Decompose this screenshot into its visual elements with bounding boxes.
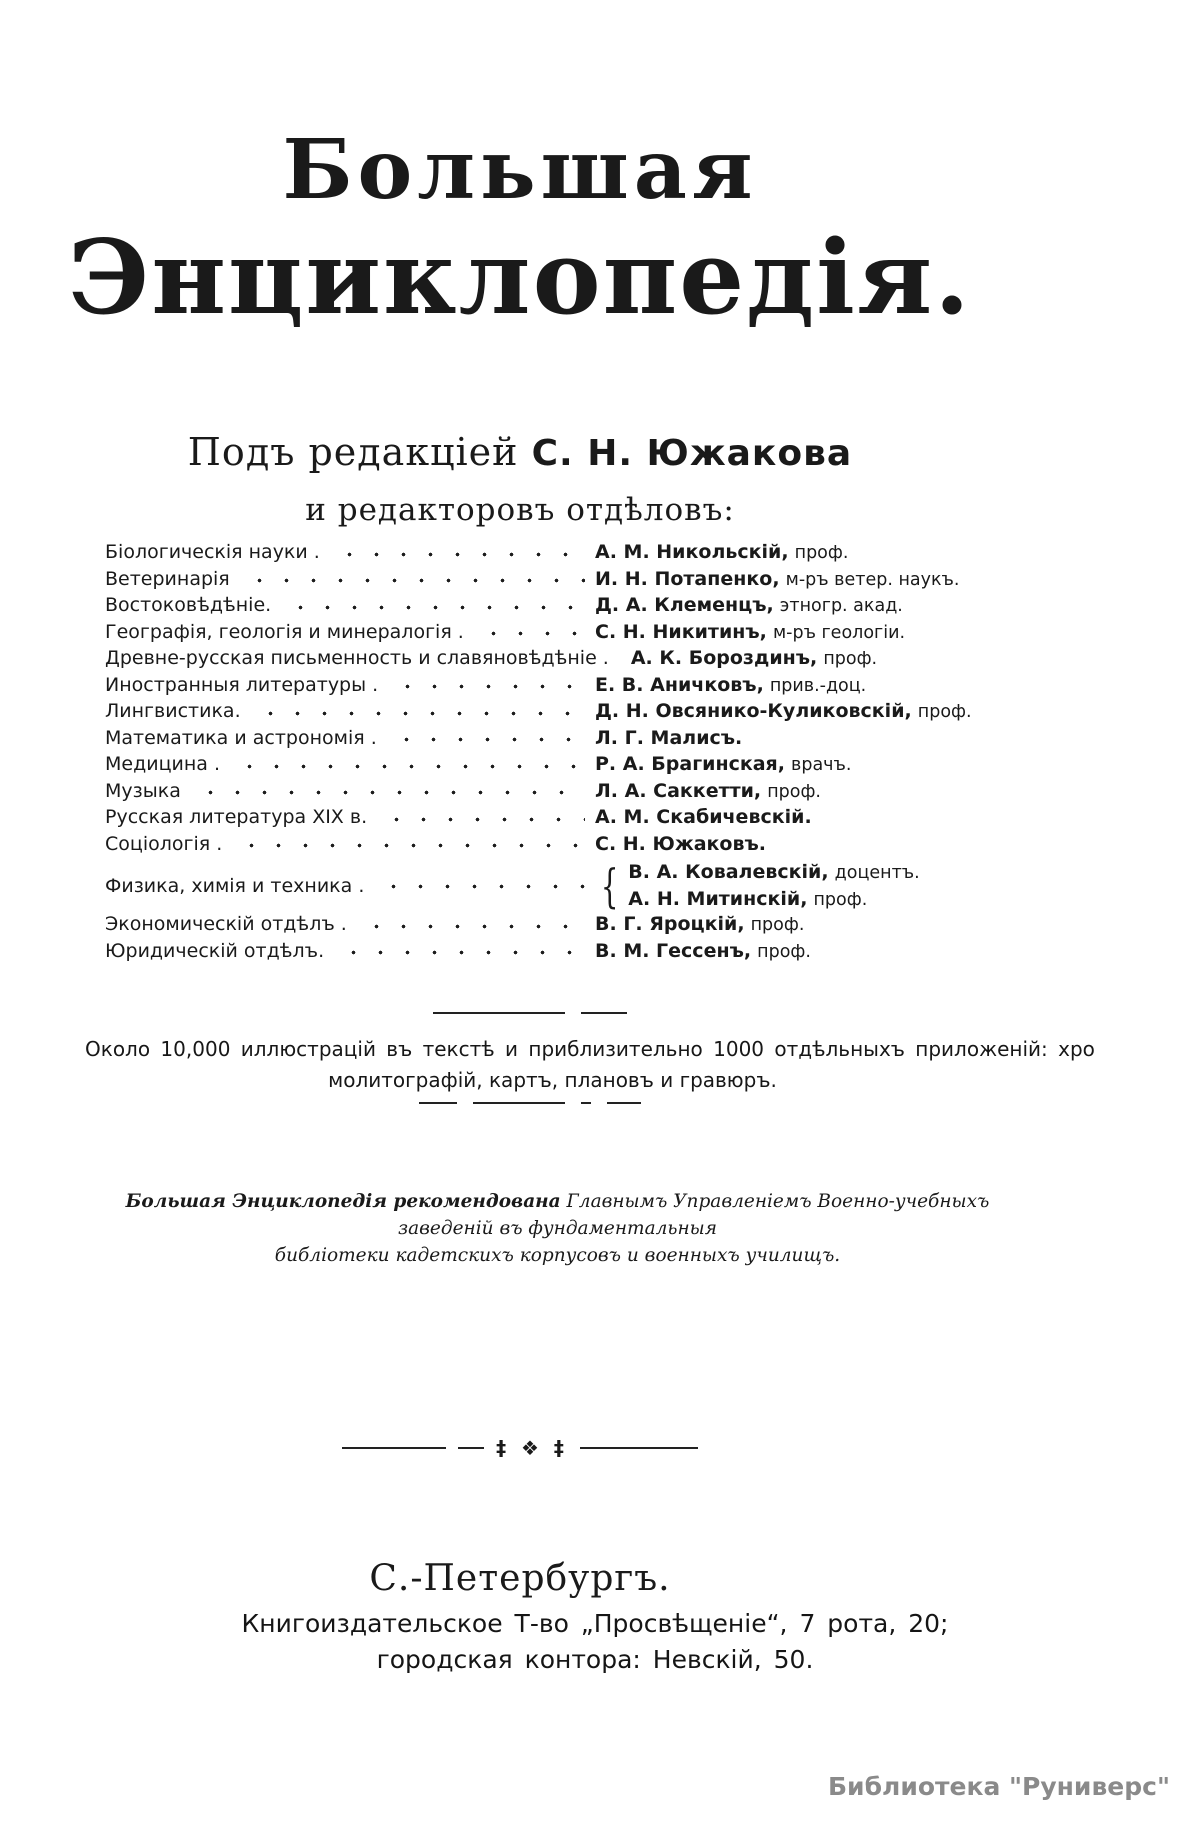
editor-name: Д. А. Клеменцъ, bbox=[595, 594, 774, 616]
editor-row bbox=[105, 674, 943, 701]
rule-segment bbox=[607, 1102, 641, 1104]
editor-title: проф. bbox=[767, 781, 821, 802]
editor-row bbox=[105, 727, 943, 754]
dotted-leader bbox=[283, 605, 585, 610]
editor-name: Д. Н. Овсянико-Куликовскій, bbox=[595, 700, 912, 722]
editor-subject: Экономическій отдѣлъ . bbox=[105, 913, 347, 935]
recommendation-lead: Большая Энциклопедія рекомендована bbox=[125, 1191, 561, 1212]
editor-title: прив.-доц. bbox=[769, 675, 867, 696]
editor-name: Р. А. Брагинская, bbox=[595, 753, 785, 775]
editor-row bbox=[105, 833, 943, 860]
editor-name: Л. А. Саккетти, bbox=[595, 779, 762, 802]
editor-row bbox=[105, 780, 943, 807]
imprint-city: С.-Петербургъ. bbox=[369, 1558, 671, 1599]
editor-subject: Соціологія . bbox=[105, 832, 223, 855]
ornament-line-left bbox=[342, 1447, 446, 1449]
editor-row bbox=[105, 621, 943, 648]
editor-row bbox=[105, 806, 943, 833]
editor-subject: Востоковѣдѣніе. bbox=[105, 594, 272, 616]
dotted-leader bbox=[253, 711, 585, 716]
editor-name: А. М. Скабичевскій. bbox=[595, 806, 812, 828]
dotted-leader bbox=[379, 817, 585, 822]
editor-row bbox=[105, 567, 960, 595]
editor-name: Л. Г. Малисъ. bbox=[595, 726, 743, 749]
editor-title: проф. bbox=[757, 941, 811, 962]
editor-row bbox=[105, 940, 943, 967]
recommendation-line2: библіотеки кадетскихъ корпусовъ и военныхъ училищъ. bbox=[274, 1245, 841, 1266]
editor-row bbox=[105, 913, 943, 940]
editor-subject: Юридическій отдѣлъ. bbox=[105, 939, 325, 962]
editor-subject: Музыка bbox=[105, 779, 181, 802]
editor-name: С. Н. Южаковъ. bbox=[595, 832, 767, 855]
dotted-leader bbox=[232, 764, 585, 769]
subtitle-prefix: Подъ редакціей bbox=[187, 430, 519, 474]
editor-row bbox=[105, 594, 943, 621]
editor-subject: Древне-русская письменность и славяновѣдѣніе . bbox=[105, 647, 609, 669]
editor-subject: Русская литература XIX в. bbox=[105, 806, 368, 828]
divider-rule-top bbox=[0, 1012, 1060, 1014]
editor-row bbox=[105, 647, 943, 674]
editor-subject: Иностранныя литературы . bbox=[105, 673, 379, 696]
editor-subject: Географія, геологія и минералогія . bbox=[105, 620, 464, 643]
editor-row-physics bbox=[105, 859, 943, 913]
editor-name: А. К. Бороздинъ, bbox=[630, 647, 818, 669]
recommendation-note bbox=[90, 1188, 1025, 1269]
rule-segment bbox=[419, 1102, 457, 1104]
editor-title: м-ръ ветер. наукъ. bbox=[785, 569, 960, 590]
editor-title: доцентъ. bbox=[834, 863, 920, 883]
dotted-leader bbox=[476, 631, 585, 636]
editor-row bbox=[105, 541, 943, 568]
editors-list bbox=[105, 541, 972, 966]
editor-title: проф. bbox=[794, 543, 849, 563]
editor-row bbox=[105, 700, 972, 727]
editor-title: врачъ. bbox=[791, 755, 852, 775]
book-title-line2: Энциклопедія. bbox=[68, 218, 972, 338]
rule-segment bbox=[581, 1102, 591, 1104]
editor-subject: Біологическія науки . bbox=[105, 541, 320, 563]
imprint-publisher: Книгоиздательское Т-во „Просвѣщеніе“, 7 рота, 20; bbox=[241, 1609, 949, 1638]
editor-name: И. Н. Потапенко, bbox=[595, 567, 780, 590]
editor-name: В. Г. Яроцкій, bbox=[595, 913, 745, 935]
editor-name: С. Н. Никитинъ, bbox=[595, 620, 767, 643]
editor-in-chief-line bbox=[0, 430, 1040, 474]
imprint-block bbox=[95, 1606, 1095, 1678]
ornament-line-mid bbox=[458, 1447, 484, 1449]
rule-segment bbox=[581, 1012, 627, 1014]
dotted-leader bbox=[193, 790, 585, 795]
editor-subject: Физика, химія и техника . bbox=[105, 875, 365, 897]
editor-row bbox=[105, 753, 943, 780]
fleuron-icon: ‡ ❖ ‡ bbox=[496, 1436, 568, 1460]
editor-subject: Математика и астрономія . bbox=[105, 726, 377, 749]
dotted-leader bbox=[234, 843, 585, 848]
dotted-leader bbox=[332, 552, 585, 557]
section-editors-heading: и редакторовъ отдѣловъ: bbox=[305, 492, 735, 528]
ornament-line-right bbox=[580, 1447, 698, 1449]
dotted-leader bbox=[389, 737, 585, 742]
editor-name: А. Н. Митинскій, bbox=[628, 888, 808, 910]
book-title-line1: Большая bbox=[282, 122, 758, 218]
editor-name: В. А. Ковалевскій, bbox=[628, 861, 829, 883]
brace-glyph: { bbox=[600, 859, 619, 913]
rule-segment bbox=[433, 1012, 565, 1014]
editor-title: этногр. акад. bbox=[779, 596, 903, 616]
editor-subject: Лингвистика. bbox=[105, 700, 241, 722]
editor-subject: Медицина . bbox=[105, 753, 220, 775]
editor-in-chief-name: С. Н. Южакова bbox=[531, 433, 853, 474]
editor-subject: Ветеринарія bbox=[105, 567, 230, 590]
editor-title: проф. bbox=[823, 649, 878, 669]
imprint-office: городская контора: Невскій, 50. bbox=[376, 1645, 814, 1674]
recommendation-rest: Главнымъ Управленіемъ Военно-учебныхъ заведеній въ фундаментальныя bbox=[398, 1191, 990, 1239]
ornament bbox=[0, 1436, 1040, 1460]
divider-rule-bottom bbox=[0, 1102, 1060, 1104]
editor-title: м-ръ геологіи. bbox=[772, 622, 906, 643]
editor-name: В. М. Гессенъ, bbox=[595, 939, 752, 962]
editor-name: А. М. Никольскій, bbox=[595, 541, 789, 563]
dotted-leader bbox=[376, 884, 585, 889]
illustrations-line2: молитографій, картъ, плановъ и гравюръ. bbox=[328, 1068, 777, 1092]
dotted-leader bbox=[390, 684, 585, 689]
editor-title: проф. bbox=[813, 890, 868, 910]
illustrations-line1: Около 10,000 иллюстрацій въ текстѣ и приблизительно 1000 отдѣльныхъ приложеній: хро bbox=[85, 1037, 1095, 1061]
editor-title: проф. bbox=[750, 915, 805, 935]
dotted-leader bbox=[336, 950, 585, 955]
library-watermark: Библиотека "Руниверс" bbox=[828, 1772, 1170, 1801]
rule-segment bbox=[473, 1102, 565, 1104]
dotted-leader bbox=[359, 924, 585, 929]
editor-name: Е. В. Аничковъ, bbox=[595, 673, 764, 696]
editor-title: проф. bbox=[917, 702, 972, 722]
dotted-leader bbox=[242, 578, 585, 583]
illustrations-note bbox=[85, 1034, 1095, 1096]
